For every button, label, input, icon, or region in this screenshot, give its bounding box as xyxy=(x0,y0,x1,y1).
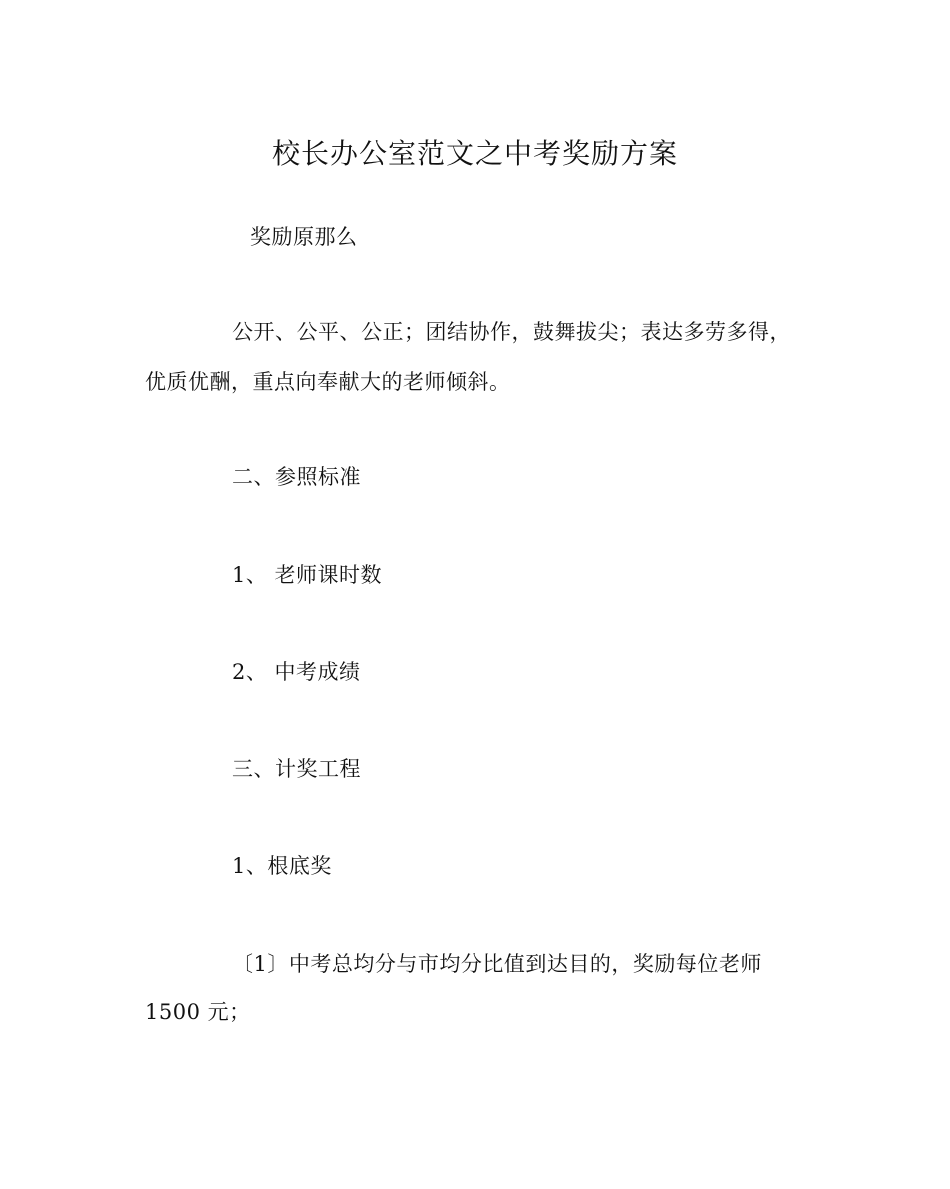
document-title: 校长办公室范文之中考奖励方案 xyxy=(271,137,678,170)
principle-text-line-1: 公开、公平、公正；团结协作，鼓舞拔尖；表达多劳多得， xyxy=(232,320,791,344)
reward-text-line-2: 1500 元； xyxy=(145,1000,251,1024)
principle-heading: 奖励原那么 xyxy=(250,225,358,249)
section-2-item-1: 1、 老师课时数 xyxy=(232,563,383,587)
section-2-heading: 二、参照标准 xyxy=(232,465,361,489)
section-3-item-1: 1、根底奖 xyxy=(232,854,332,878)
section-3-heading: 三、计奖工程 xyxy=(232,757,361,781)
reward-text-line-1: 〔1〕中考总均分与市均分比值到达目的，奖励每位老师 xyxy=(232,952,762,976)
section-2-item-2: 2、 中考成绩 xyxy=(232,660,361,684)
principle-text-line-2: 优质优酬，重点向奉献大的老师倾斜。 xyxy=(145,370,511,394)
